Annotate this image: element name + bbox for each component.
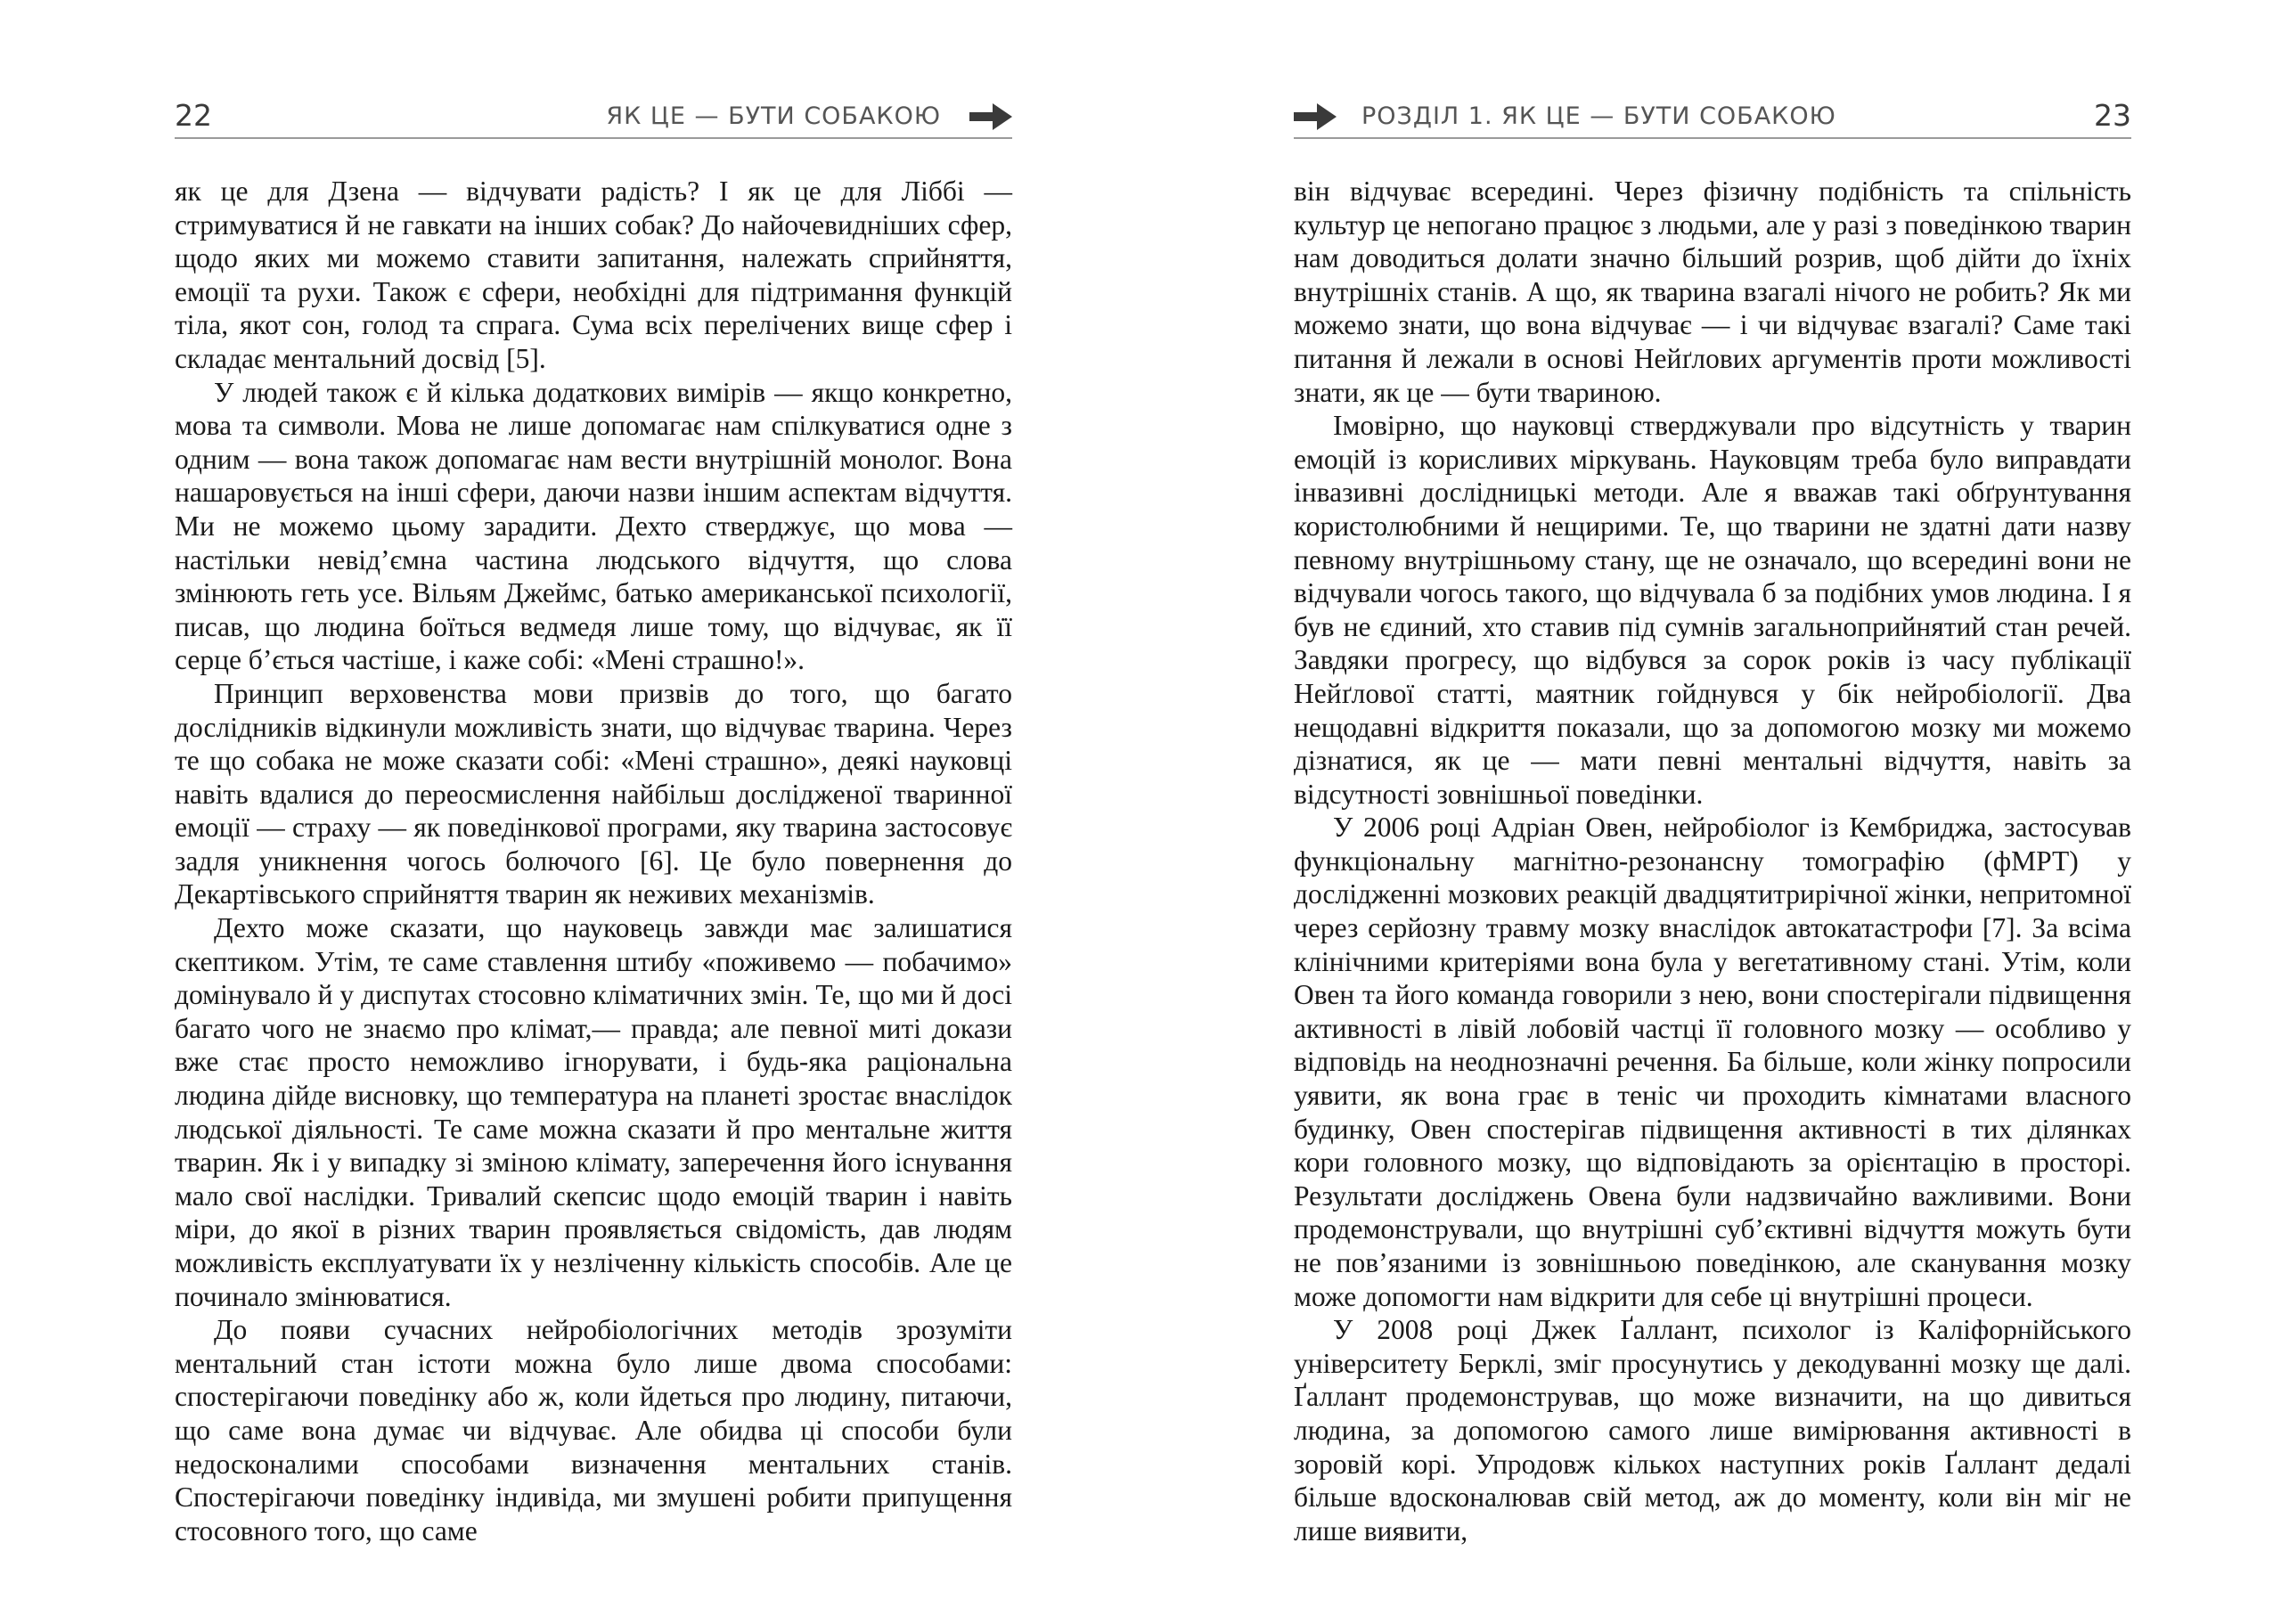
right-arrow-icon: [969, 103, 1012, 130]
paragraph: Імовірно, що науковці стверджували про відсутність у тварин емоцій із корисливих міркувань. Науковцям треба було виправдати інвазивні дослідницькі методи. Але я вважав такі обґрунтування користолюбними й нещирими. Те, що тварини не здатні дати назву певному внутрішньому стану, ще не означало, що всередині вони не відчували чогось такого, що відчувала б за подібних умов людина. І я був не єдиний, хто ставив під сумнів загальноприйнятий стан речей. Завдяки прогресу, що відбувся за сорок років із часу публікації Нейґлової статті, маятник гойднувся у бік нейробіології. Два нещодавні відкриття показали, що за допомогою мозку ми можемо дізнатися, як це — мати певні ментальні відчуття, навіть за відсутності зовнішньої поведінки.: [1294, 410, 2131, 810]
running-head-title: РОЗДІЛ 1. ЯК ЦЕ — БУТИ СОБАКОЮ: [1361, 102, 1836, 130]
paragraph: він відчуває всередині. Через фізичну подібність та спільність культур це непогано працює з людьми, але у разі з поведінкою тварин нам доводиться долати значно більший розрив, щоб дійти до їхніх внутрішніх станів. А що, як тварина взагалі нічого не робить? Як ми можемо знати, що вона відчуває — і чи відчуває взагалі? Саме такі питання й лежали в основі Нейґлових аргументів проти можливості знати, як це — бути твариною.: [1294, 175, 2131, 408]
paragraph: У 2006 році Адріан Овен, нейробіолог із Кембриджа, застосував функціональну магнітно-резонансну томографію (фМРТ) у дослідженні мозкових реакцій двадцятитрирічної жінки, непритомної через серйозну травму мозку внаслідок автокатастрофи [7]. За всіма клінічними критеріями вона була у вегетативному стані. Утім, коли Овен та його команда говорили з нею, вони спостерігали підвищення активності в лівій лобовій частці її головного мозку — особливо у відповідь на неоднозначні речення. Ба більше, коли жінку попросили уявити, як вона грає в теніс чи проходить кімнатами власного будинку, Овен спостерігав підвищення активності в тих ділянках кори головного мозку, що відповідають за орієнтацію в просторі. Результати досліджень Овена були надзвичайно важливими. Вони продемонстрували, що внутрішні суб’єктивні відчуття можуть бути не пов’язаними із зовнішньою поведінкою, але сканування мозку може допомогти нам відкрити для себе ці внутрішні процеси.: [1294, 812, 2131, 1312]
right-arrow-icon: [1294, 103, 1337, 130]
running-head-title: ЯК ЦЕ — БУТИ СОБАКОЮ: [606, 102, 941, 130]
right-page: [1294, 0, 2131, 1624]
paragraph: До появи сучасних нейробіологічних методів зрозуміти ментальний стан істоти можна було лише двома способами: спостерігаючи поведінку або ж, коли йдеться про людину, питаючи, що саме вона думає чи відчуває. Але обидва ці способи були недосконалими способами визначення ментальних станів. Спостерігаючи поведінку індивіда, ми змушені робити припущення стосовного того, що саме: [175, 1314, 1012, 1546]
left-page: [175, 0, 1012, 1624]
page-body: [1294, 175, 2131, 1547]
running-head: [175, 96, 1012, 139]
paragraph: як це для Дзена — відчувати радість? І як це для Ліббі — стримуватися й не гавкати на інших собак? До найочевидніших сфер, щодо яких ми можемо ставити запитання, належать сприйняття, емоції та рухи. Також є сфери, необхідні для підтримання функцій тіла, якот сон, голод та спрага. Сума всіх перелічених вище сфер і складає ментальний досвід [5].: [175, 175, 1012, 374]
paragraph: У 2008 році Джек Ґаллант, психолог із Каліфорнійського університету Берклі, зміг просунутись у декодуванні мозку ще далі. Ґаллант продемонстрував, що може визначити, на що дивиться людина, за допомогою самого лише вимірювання активності в зоровій корі. Упродовж кількох наступних років Ґаллант дедалі більше вдосконалював свій метод, аж до моменту, коли він міг не лише виявити,: [1294, 1314, 2131, 1546]
page-number: 23: [2094, 98, 2131, 133]
paragraph: У людей також є й кілька додаткових вимірів — якщо конкретно, мова та символи. Мова не лише допомагає нам спілкуватися одне з одним — вона також допомагає нам вести внутрішній монолог. Вона нашаровується на інші сфери, даючи назви іншим аспектам відчуття. Ми не можемо цьому зарадити. Дехто стверджує, що мова — настільки невід’ємна частина людського відчуття, що слова змінюють геть усе. Вільям Джеймс, батько американської психології, писав, що людина боїться ведмедя лише тому, що відчуває, як її серце б’ється частіше, і каже собі: «Мені страшно!».: [175, 376, 1012, 676]
running-head: [1294, 96, 2131, 139]
page-number: 22: [175, 98, 212, 133]
page-body: [175, 175, 1012, 1547]
paragraph: Дехто може сказати, що науковець завжди має залишатися скептиком. Утім, те саме ставлення штибу «поживемо — побачимо» домінувало й у диспутах стосовно кліматичних змін. Те, що ми й досі багато чого не знаємо про клімат,— правда; але певної миті докази вже стає просто неможливо ігнорувати, і будь-яка раціональна людина дійде висновку, що температура на планеті зростає внаслідок людської діяльності. Те саме можна сказати й про ментальне життя тварин. Як і у випадку зі зміною клімату, заперечення його існування мало свої наслідки. Тривалий скепсис щодо емоцій тварин і навіть міри, до якої в різних тварин проявляється свідомість, дав людям можливість експлуатувати їх у незліченну кількість способів. Але це починало змінюватися.: [175, 912, 1012, 1312]
paragraph: Принцип верховенства мови призвів до того, що багато дослідників відкинули можливість знати, що відчуває тварина. Через те що собака не може сказати собі: «Мені страшно», деякі науковці навіть вдалися до переосмислення найбільш дослідженої тваринної емоції — страху — як поведінкової програми, яку тварина застосовує задля уникнення чогось болючого [6]. Це було повернення до Декартівського сприйняття тварин як неживих механізмів.: [175, 677, 1012, 910]
